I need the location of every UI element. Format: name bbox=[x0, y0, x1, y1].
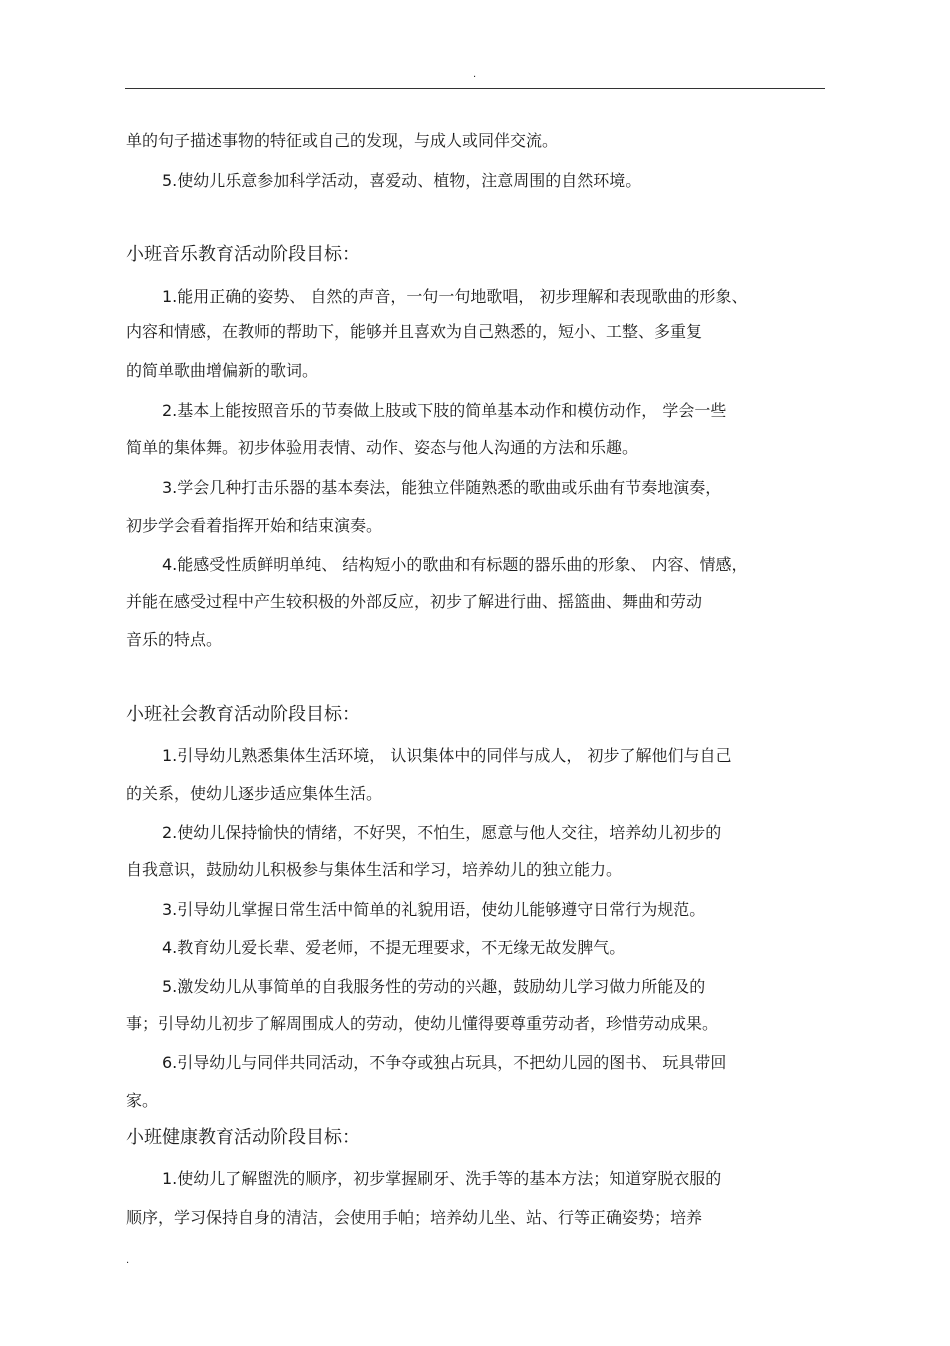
paragraph-line: 2.基本上能按照音乐的节奏做上肢或下肢的简单基本动作和模仿动作， 学会一些 bbox=[162, 401, 727, 420]
paragraph-line: 5.使幼儿乐意参加科学活动，喜爱动、植物，注意周围的自然环境。 bbox=[162, 171, 642, 190]
paragraph-line: 4.能感受性质鲜明单纯、 结构短小的歌曲和有标题的器乐曲的形象、 内容、情感， bbox=[162, 555, 748, 574]
paragraph-line: 1.引导幼儿熟悉集体生活环境， 认识集体中的同伴与成人， 初步了解他们与自己 bbox=[162, 746, 732, 765]
paragraph-line: 家。 bbox=[126, 1091, 159, 1110]
paragraph-line: 自我意识，鼓励幼儿积极参与集体生活和学习，培养幼儿的独立能力。 bbox=[126, 860, 623, 879]
paragraph-line: 并能在感受过程中产生较积极的外部反应，初步了解进行曲、摇篮曲、舞曲和劳动 bbox=[126, 592, 703, 611]
footer-dot: . bbox=[126, 1255, 130, 1266]
paragraph-line: 6.引导幼儿与同伴共同活动，不争夺或独占玩具，不把幼儿园的图书、 玩具带回 bbox=[162, 1053, 727, 1072]
paragraph-line: 2.使幼儿保持愉快的情绪，不好哭，不怕生，愿意与他人交往，培养幼儿初步的 bbox=[162, 823, 722, 842]
header-rule bbox=[125, 88, 825, 89]
paragraph-line: 的关系，使幼儿逐步适应集体生活。 bbox=[126, 784, 383, 803]
paragraph-line: 3.学会几种打击乐器的基本奏法，能独立伴随熟悉的歌曲或乐曲有节奏地演奏， bbox=[162, 478, 722, 497]
paragraph-line: 初步学会看着指挥开始和结束演奏。 bbox=[126, 516, 383, 535]
paragraph-line: 4.教育幼儿爱长辈、爱老师，不提无理要求，不无缘无故发脾气。 bbox=[162, 938, 626, 957]
paragraph-line: 简单的集体舞。初步体验用表情、动作、姿态与他人沟通的方法和乐趣。 bbox=[126, 438, 639, 457]
paragraph-line: 5.激发幼儿从事简单的自我服务性的劳动的兴趣，鼓励幼儿学习做力所能及的 bbox=[162, 977, 706, 996]
paragraph-line: 音乐的特点。 bbox=[126, 630, 223, 649]
paragraph-line: 单的句子描述事物的特征或自己的发现，与成人或同伴交流。 bbox=[126, 131, 559, 150]
paragraph-line: 的简单歌曲增偏新的歌词。 bbox=[126, 361, 319, 380]
paragraph-line: 内容和情感，在教师的帮助下，能够并且喜欢为自己熟悉的，短小、工整、多重复 bbox=[126, 322, 703, 341]
paragraph-line: 1.能用正确的姿势、 自然的声音，一句一句地歌唱， 初步理解和表现歌曲的形象、 bbox=[162, 287, 748, 306]
section-heading-health: 小班健康教育活动阶段目标： bbox=[126, 1127, 360, 1148]
paragraph-line: 顺序，学习保持自身的清洁，会使用手帕；培养幼儿坐、站、行等正确姿势；培养 bbox=[126, 1208, 703, 1227]
section-heading-music: 小班音乐教育活动阶段目标： bbox=[126, 244, 360, 265]
paragraph-line: 3.引导幼儿掌握日常生活中简单的礼貌用语，使幼儿能够遵守日常行为规范。 bbox=[162, 900, 706, 919]
paragraph-line: 1.使幼儿了解盥洗的顺序，初步掌握刷牙、洗手等的基本方法；知道穿脱衣服的 bbox=[162, 1169, 722, 1188]
paragraph-line: 事；引导幼儿初步了解周围成人的劳动，使幼儿懂得要尊重劳动者，珍惜劳动成果。 bbox=[126, 1014, 719, 1033]
section-heading-social: 小班社会教育活动阶段目标： bbox=[126, 704, 360, 725]
header-dot: . bbox=[473, 69, 477, 80]
